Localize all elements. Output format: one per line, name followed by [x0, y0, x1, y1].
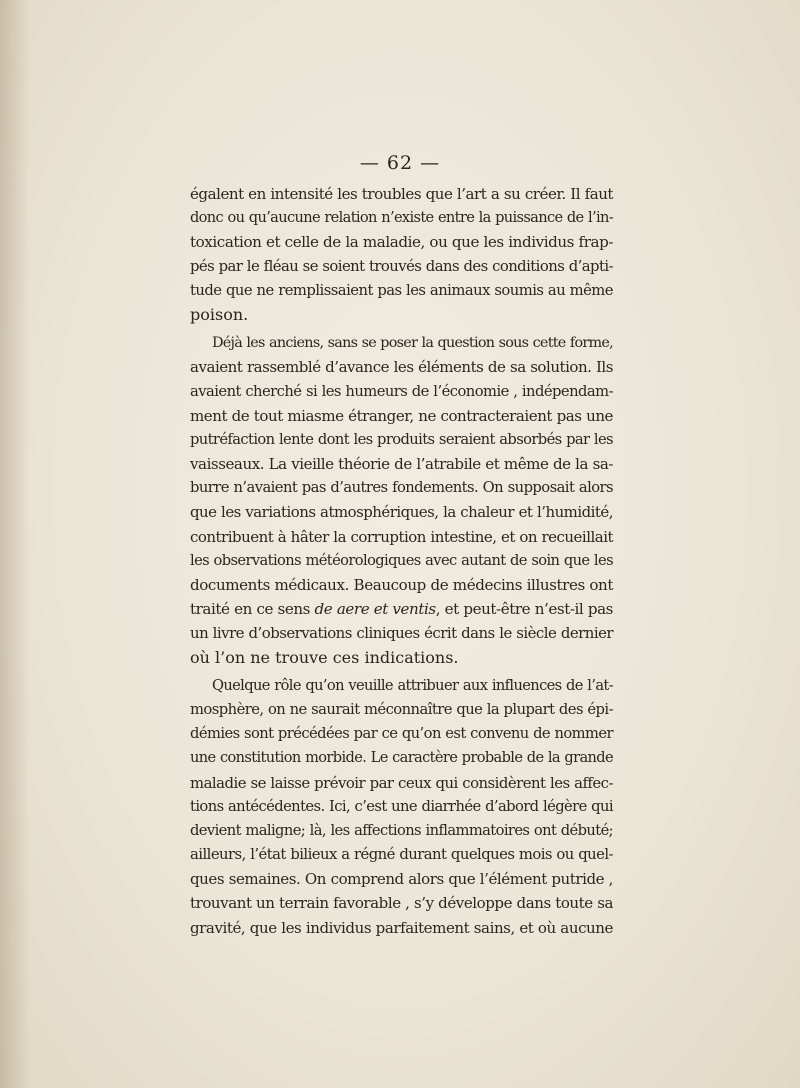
text-line: où l’on ne trouve ces indications. [190, 647, 459, 667]
text-line: toxication et celle de la maladie, ou que les individus frap- [190, 233, 613, 252]
page-number: — 62 — [359, 152, 441, 174]
text-segment: traité en ce sens [190, 600, 315, 619]
text-line: ques semaines. On comprend alors que l’élément putride , [190, 870, 613, 889]
text-line: documents médicaux. Beaucoup de médecins illustres ont [190, 576, 613, 594]
text-line: une constitution morbide. Le caractère probable de la grande [190, 749, 613, 767]
text-line: contribuent à hâter la corruption intestine, et on recueillait [190, 527, 613, 546]
text-line: Quelque rôle qu’on veuille attribuer aux influences de l’at- [212, 676, 613, 694]
text-line: poison. [190, 304, 249, 324]
text-line: les observations météorologiques avec autant de soin que les [190, 551, 613, 569]
text-line: trouvant un terrain favorable , s’y développe dans toute sa [190, 894, 613, 913]
text-line: avaient cherché si les humeurs de l’économie , indépendam- [190, 382, 613, 400]
text-line: devient maligne; là, les affections inflammatoires ont débuté; [190, 821, 613, 839]
text-line: avaient rassemblé d’avance les éléments de sa solution. Ils [190, 358, 613, 377]
text-line: démies sont précédées par ce qu’on est convenu de nommer [190, 725, 613, 743]
text-line: tions antécédentes. Ici, c’est une diarrhée d’abord légère qui [190, 797, 613, 815]
text-line: un livre d’observations cliniques écrit dans le siècle dernier [190, 624, 613, 643]
text-line: tude que ne remplissaient pas les animaux soumis au même [190, 281, 613, 299]
text-line: que les variations atmosphériques, la chaleur et l’humidité, [190, 503, 613, 522]
text-line: gravité, que les individus parfaitement sains, et où aucune [190, 918, 613, 937]
text-line: maladie se laisse prévoir par ceux qui considèrent les affec- [190, 773, 613, 792]
text-line: ailleurs, l’état bilieux a régné durant quelques mois ou quel- [190, 846, 613, 864]
italic-title: de aere et ventis [314, 600, 436, 619]
text-line: Déjà les anciens, sans se poser la question sous cette forme, [212, 335, 613, 352]
text-line: putréfaction lente dont les produits seraient absorbés par les [190, 430, 613, 448]
text-line: donc ou qu’aucune relation n’existe entre la puissance de l’in- [190, 209, 613, 227]
text-segment: , et peut-être n’est-il pas [435, 600, 613, 619]
text-line: pés par le fléau se soient trouvés dans des conditions d’apti- [190, 257, 613, 275]
text-line: égalent en intensité les troubles que l’art a su créer. Il faut [190, 185, 613, 203]
text-line: ment de tout miasme étranger, ne contracteraient pas une [190, 406, 613, 425]
text-line-with-italic [190, 597, 613, 621]
body-text [190, 182, 613, 940]
text-line: mosphère, on ne saurait méconnaître que la plupart des épi- [190, 700, 613, 718]
text-line: burre n’avaient pas d’autres fondements. On supposait alors [190, 479, 613, 497]
text-line: vaisseaux. La vieille théorie de l’atrabile et même de la sa- [190, 455, 613, 474]
